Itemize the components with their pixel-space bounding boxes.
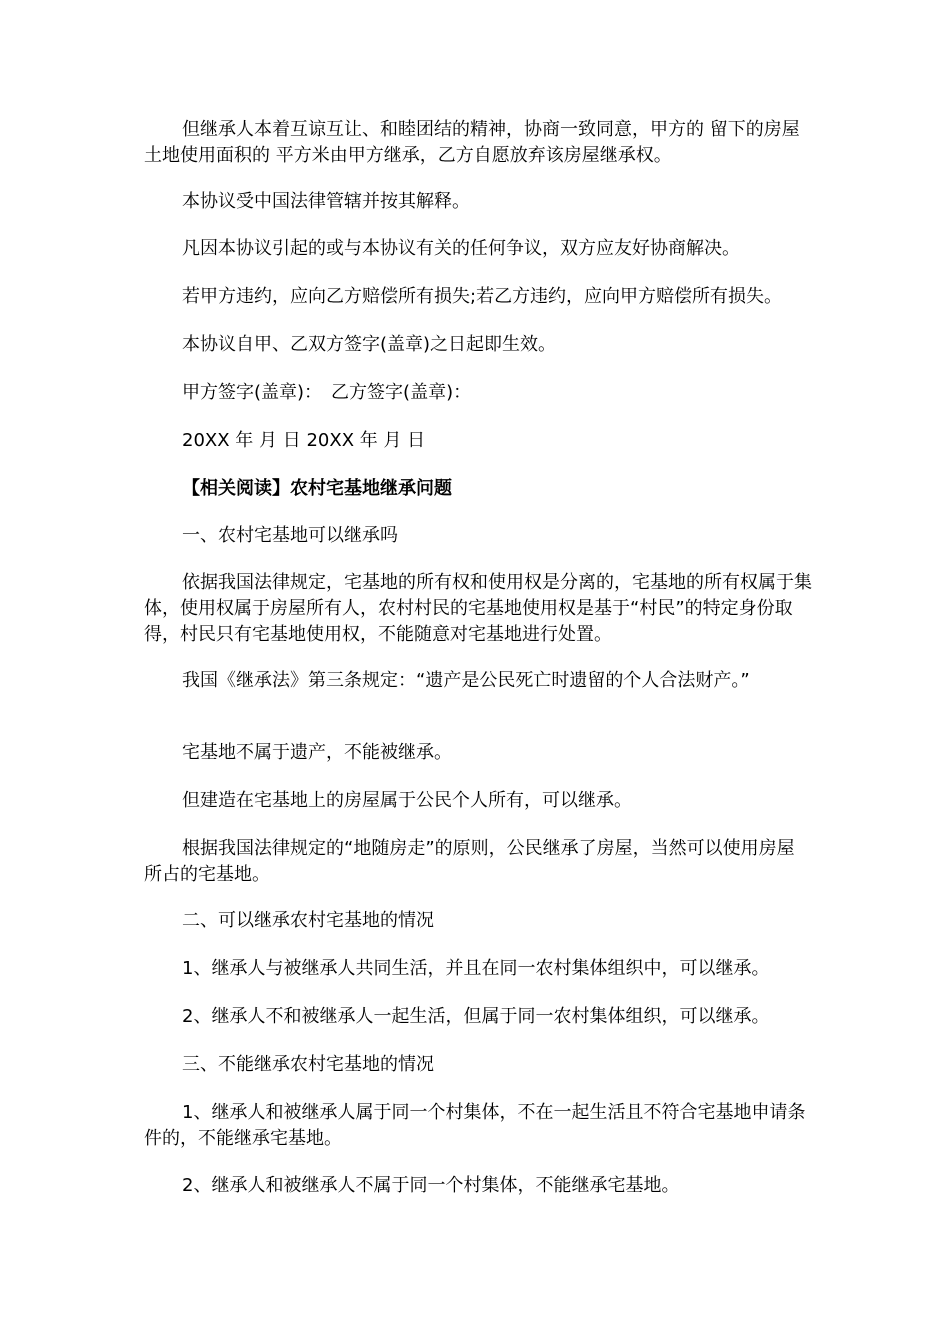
item-2-1: 1、继承人与被继承人共同生活，并且在同一农村集体组织中，可以继承。	[182, 958, 770, 979]
signature-line: 甲方签字(盖章)： 乙方签字(盖章)：	[182, 382, 472, 403]
item-2-2: 2、继承人不和被继承人一起生活，但属于同一农村集体组织，可以继承。	[182, 1006, 770, 1027]
heading-2: 二、可以继承农村宅基地的情况	[182, 910, 434, 931]
paragraph-governing-law: 本协议受中国法律管辖并按其解释。	[182, 191, 470, 212]
heading-1: 一、农村宅基地可以继承吗	[182, 525, 398, 546]
date-line: 20XX 年 月 日 20XX 年 月 日	[182, 430, 426, 451]
paragraph-dispute-resolution: 凡因本协议引起的或与本协议有关的任何争议，双方应友好协商解决。	[182, 238, 740, 259]
paragraph-inheritance-agreement: 但继承人本着互谅互让、和睦团结的精神，协商一致同意，甲方的 留下的房屋土地使用面积的 平方米由甲方继承，乙方自愿放弃该房屋继承权。	[144, 119, 800, 166]
section-title: 【相关阅读】农村宅基地继承问题	[182, 478, 452, 499]
item-3-2: 2、继承人和被继承人不属于同一个村集体，不能继承宅基地。	[182, 1175, 680, 1196]
paragraph-land-follows-house: 根据我国法律规定的“地随房走”的原则，公民继承了房屋，当然可以使用房屋所占的宅基地。	[144, 838, 795, 885]
paragraph-breach: 若甲方违约，应向乙方赔偿所有损失;若乙方违约，应向甲方赔偿所有损失。	[182, 286, 783, 307]
paragraph-effective: 本协议自甲、乙双方签字(盖章)之日起即生效。	[182, 334, 557, 355]
paragraph-legal-basis: 依据我国法律规定，宅基地的所有权和使用权是分离的，宅基地的所有权属于集体，使用权属于房屋所有人，农村村民的宅基地使用权是基于“村民”的特定身份取得，村民只有宅基地使用权，不能随意对宅基地进行处置。	[144, 572, 812, 645]
item-3-1: 1、继承人和被继承人属于同一个村集体，不在一起生活且不符合宅基地申请条件的，不能继承宅基地。	[144, 1102, 806, 1149]
paragraph-house-inheritable: 但建造在宅基地上的房屋属于公民个人所有，可以继承。	[182, 790, 632, 811]
heading-3: 三、不能继承农村宅基地的情况	[182, 1054, 434, 1075]
paragraph-inheritance-law: 我国《继承法》第三条规定：“遗产是公民死亡时遗留的个人合法财产。”	[182, 670, 750, 691]
paragraph-not-heritage: 宅基地不属于遗产，不能被继承。	[182, 742, 452, 763]
